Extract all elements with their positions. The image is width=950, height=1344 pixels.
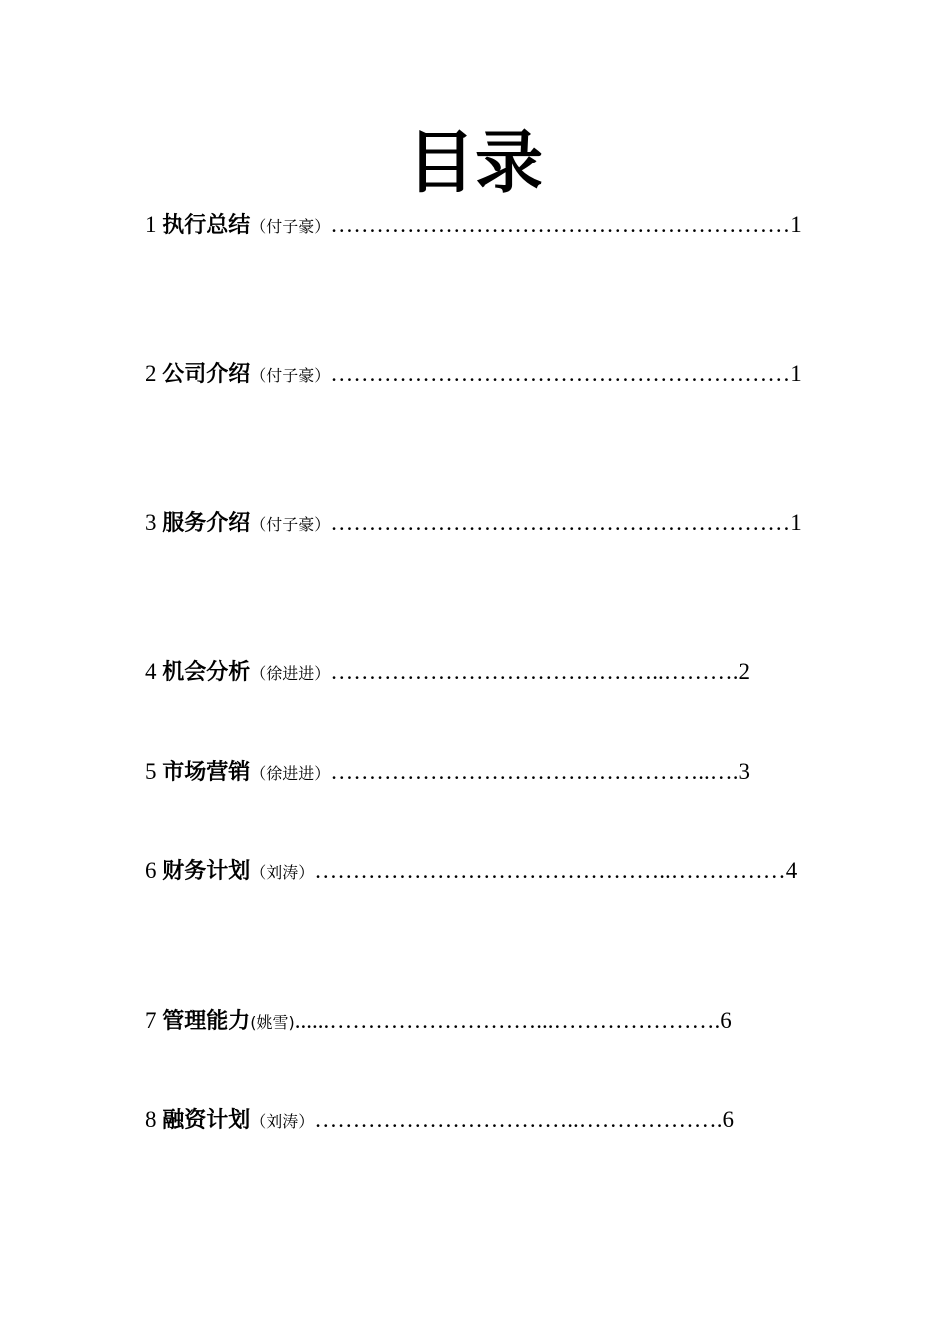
toc-entry-heading: 执行总结 (162, 213, 251, 238)
toc-entry-number: 5 (145, 759, 163, 784)
toc-entry-number: 4 (145, 659, 163, 684)
toc-entry[interactable] (145, 1095, 807, 1147)
toc-entry-number: 8 (145, 1107, 163, 1132)
toc-entry-leader: …………………………………………………… (330, 361, 791, 386)
toc-entry-number: 2 (145, 361, 163, 386)
toc-entry-heading: 管理能力 (162, 1009, 251, 1034)
toc-entry-author: （刘涛） (250, 1112, 315, 1131)
toc-entry-leader: …………………………………………………… (330, 510, 791, 535)
toc-entry-number: 1 (145, 212, 163, 237)
toc-entry-author: （付子豪） (250, 366, 331, 385)
toc-entry[interactable] (145, 349, 807, 401)
toc-entry[interactable] (145, 747, 807, 799)
toc-entry-page: 1 (790, 212, 802, 237)
toc-entry-page: 4 (785, 858, 798, 883)
toc-entry-page: 3 (738, 759, 751, 784)
toc-entry-page: 1 (790, 361, 802, 386)
toc-entry-author: （刘涛） (250, 863, 315, 882)
page-title: 目录 (406, 123, 543, 203)
toc-entry-leader: ……………………………………..………. (330, 659, 739, 684)
toc-entry-leader: ......………………………...…………………. (294, 1008, 721, 1033)
toc-entry-page: 2 (738, 659, 751, 684)
toc-entry-leader: ……………………………..………………. (314, 1107, 723, 1132)
toc-entry[interactable] (145, 200, 807, 252)
toc-entry-heading: 机会分析 (162, 660, 251, 685)
toc-entry-number: 6 (145, 858, 163, 883)
toc-entry-heading: 服务介绍 (162, 511, 251, 536)
toc-entry-heading: 融资计划 (162, 1108, 251, 1133)
toc-entry[interactable] (145, 647, 807, 699)
toc-entry-page: 1 (790, 510, 802, 535)
toc-entry-leader: …………………………………………..…. (330, 759, 739, 784)
toc-entry-author: （付子豪） (250, 515, 331, 534)
toc-entry-author: (姚雪) (250, 1013, 295, 1032)
toc-entry-number: 7 (145, 1008, 163, 1033)
toc-entry[interactable] (145, 996, 807, 1048)
toc-entry-author: （徐进进） (250, 664, 331, 683)
toc-entry-heading: 财务计划 (162, 859, 251, 884)
toc-entry-leader: ………………………………………..…………… (314, 858, 786, 883)
toc-entry-page: 6 (720, 1008, 732, 1033)
toc-entry[interactable] (145, 846, 807, 898)
toc-entry-page: 6 (722, 1107, 735, 1132)
toc-entry[interactable] (145, 498, 807, 550)
toc-entry-heading: 市场营销 (162, 760, 251, 785)
toc-entry-number: 3 (145, 510, 163, 535)
toc-entry-author: （徐进进） (250, 764, 331, 783)
toc-entry-leader: …………………………………………………… (330, 212, 791, 237)
toc-entry-heading: 公司介绍 (162, 362, 251, 387)
toc-entry-author: （付子豪） (250, 217, 331, 236)
